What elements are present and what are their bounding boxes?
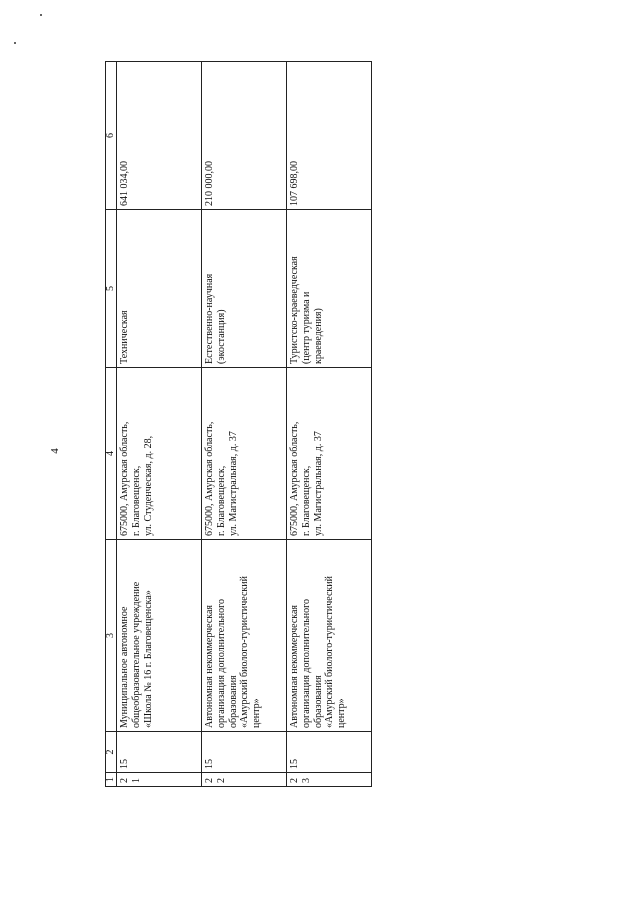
- funding-amount: 210 000,00: [202, 62, 287, 210]
- table-row: [202, 62, 287, 787]
- program-direction: Естественно-научная (экостанция): [202, 210, 287, 368]
- row-number: 21: [117, 773, 202, 787]
- scan-speck: [40, 14, 42, 16]
- header-cell-6: 6: [106, 62, 117, 210]
- organizations-table: [105, 61, 372, 787]
- organization-name: Автономная некоммерческая организация дополнительного образования «Амурский биолого-туристический центр»: [202, 540, 287, 732]
- funding-amount: 107 698,00: [287, 62, 372, 210]
- row-number: 22: [202, 773, 287, 787]
- row-code: 15: [287, 732, 372, 773]
- row-code: 15: [117, 732, 202, 773]
- row-code: 15: [202, 732, 287, 773]
- table-row: [117, 62, 202, 787]
- header-cell-1: 1: [106, 773, 117, 787]
- program-direction: Туристско-краеведческая (центр туризма и краеведения): [287, 210, 372, 368]
- scan-speck: [14, 42, 16, 44]
- row-number: 23: [287, 773, 372, 787]
- table-row: [287, 62, 372, 787]
- program-direction: Техническая: [117, 210, 202, 368]
- organization-name: Муниципальное автономное общеобразовательное учреждение «Школа № 16 г. Благовещенска»: [117, 540, 202, 732]
- rotated-table-frame: [105, 62, 372, 787]
- table-container: [105, 62, 372, 787]
- funding-amount: 641 034,00: [117, 62, 202, 210]
- header-row: [106, 62, 117, 787]
- header-cell-2: 2: [106, 732, 117, 773]
- header-cell-4: 4: [106, 368, 117, 540]
- page-number: 4: [48, 448, 61, 454]
- organization-address: 675000, Амурская область, г. Благовещенск, ул. Магистральная, д. 37: [287, 368, 372, 540]
- organization-address: 675000, Амурская область, г. Благовещенск, ул. Магистральная, д. 37: [202, 368, 287, 540]
- header-cell-5: 5: [106, 210, 117, 368]
- header-cell-3: 3: [106, 540, 117, 732]
- organization-address: 675000, Амурская область, г. Благовещенск, ул. Студенческая, д. 28,: [117, 368, 202, 540]
- organization-name: Автономная некоммерческая организация дополнительного образования «Амурский биолого-туристический центр»: [287, 540, 372, 732]
